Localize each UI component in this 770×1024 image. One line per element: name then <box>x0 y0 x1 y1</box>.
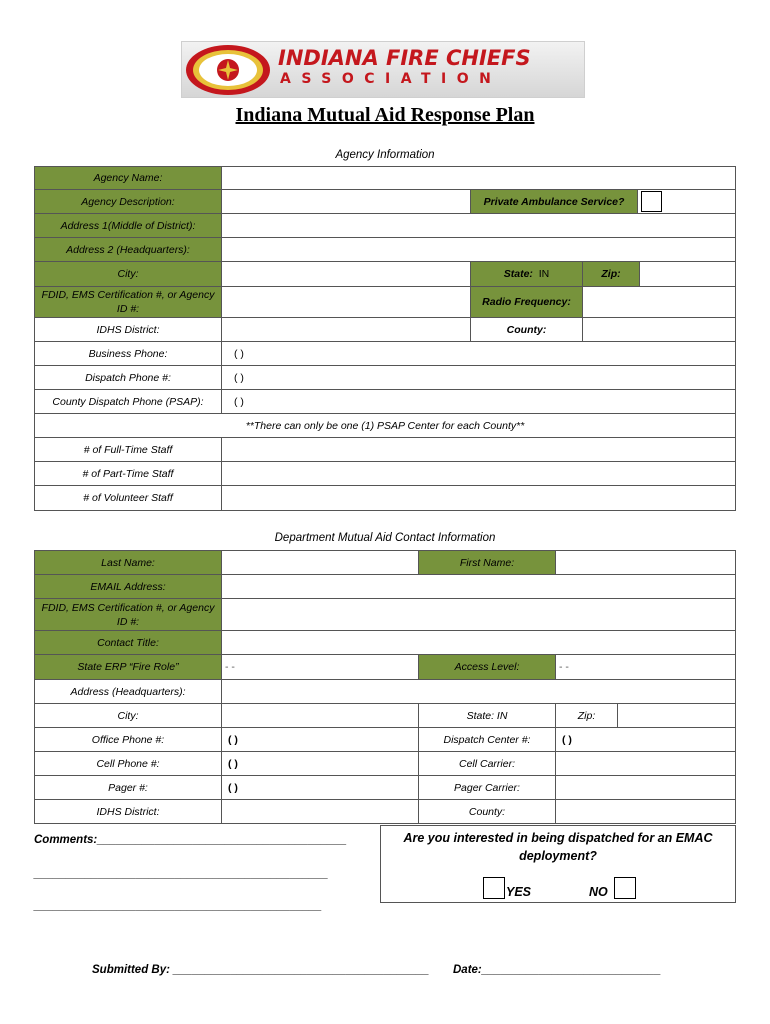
volunteer-staff-field[interactable] <box>221 485 736 511</box>
zip-label: Zip: <box>582 261 640 287</box>
pager-carrier-label: Pager Carrier: <box>418 775 556 800</box>
business-phone-field[interactable]: ( ) <box>221 341 736 366</box>
office-phone-label: Office Phone #: <box>34 727 222 752</box>
contact-fdid-field[interactable] <box>221 598 736 631</box>
dispatch-center-label: Dispatch Center #: <box>418 727 556 752</box>
private-ambulance-label: Private Ambulance Service? <box>470 189 638 214</box>
county-dispatch-phone-label: County Dispatch Phone (PSAP): <box>34 389 222 414</box>
emac-no-label: NO <box>589 885 608 899</box>
contact-county-label: County: <box>418 799 556 824</box>
emac-question: Are you interested in being dispatched for an EMAC deployment? <box>403 831 713 863</box>
county-field[interactable] <box>582 317 736 342</box>
dispatch-phone-label: Dispatch Phone #: <box>34 365 222 390</box>
pager-field[interactable]: ( ) <box>221 775 419 800</box>
state-value: IN <box>538 268 550 280</box>
state-cell <box>470 261 583 287</box>
county-label: County: <box>470 317 583 342</box>
contact-title-label: Contact Title: <box>34 630 222 655</box>
emac-yes-checkbox[interactable] <box>483 877 505 899</box>
pager-label: Pager #: <box>34 775 222 800</box>
contact-city-label: City: <box>34 703 222 728</box>
county-dispatch-phone-field[interactable]: ( ) <box>221 389 736 414</box>
radio-frequency-label: Radio Frequency: <box>470 286 583 318</box>
business-phone-label: Business Phone: <box>34 341 222 366</box>
full-time-staff-label: # of Full-Time Staff <box>34 437 222 462</box>
comments-line-3[interactable]: _____________________________________________ <box>34 900 322 912</box>
address2-label: Address 2 (Headquarters): <box>34 237 222 262</box>
radio-frequency-field[interactable] <box>582 286 736 318</box>
full-time-staff-field[interactable] <box>221 437 736 462</box>
logo-subtitle: ASSOCIATION <box>280 71 502 87</box>
address1-label: Address 1(Middle of District): <box>34 213 222 238</box>
access-level-select[interactable]: - - <box>555 654 736 680</box>
contact-city-field[interactable] <box>221 703 419 728</box>
contact-zip-label: Zip: <box>555 703 618 728</box>
dispatch-phone-field[interactable]: ( ) <box>221 365 736 390</box>
address2-field[interactable] <box>221 237 736 262</box>
cell-carrier-label: Cell Carrier: <box>418 751 556 776</box>
fdid-label: FDID, EMS Certification #, or Agency ID #: <box>34 286 222 318</box>
pager-carrier-field[interactable] <box>555 775 736 800</box>
address-hq-field[interactable] <box>221 679 736 704</box>
fdid-field[interactable] <box>221 286 471 318</box>
contact-county-field[interactable] <box>555 799 736 824</box>
agency-description-field[interactable] <box>221 189 471 214</box>
comments-line[interactable]: Comments:_______________________________________ <box>34 834 347 846</box>
dispatch-center-field[interactable]: ( ) <box>555 727 736 752</box>
idhs-district-label: IDHS District: <box>34 317 222 342</box>
office-phone-field[interactable]: ( ) <box>221 727 419 752</box>
contact-title-field[interactable] <box>221 630 736 655</box>
address-hq-label: Address (Headquarters): <box>34 679 222 704</box>
document-title: Indiana Mutual Aid Response Plan <box>235 104 535 126</box>
cell-carrier-field[interactable] <box>555 751 736 776</box>
part-time-staff-field[interactable] <box>221 461 736 486</box>
agency-name-field[interactable] <box>221 166 736 190</box>
first-name-field[interactable] <box>555 550 736 575</box>
cell-phone-field[interactable]: ( ) <box>221 751 419 776</box>
volunteer-staff-label: # of Volunteer Staff <box>34 485 222 511</box>
state-label: State: <box>503 268 533 280</box>
agency-description-label: Agency Description: <box>34 189 222 214</box>
first-name-label: First Name: <box>418 550 556 575</box>
state-erp-label: State ERP “Fire Role” <box>34 654 222 680</box>
association-seal-icon <box>184 44 272 96</box>
zip-field[interactable] <box>639 261 736 287</box>
contact-idhs-district-label: IDHS District: <box>34 799 222 824</box>
agency-name-label: Agency Name: <box>34 166 222 190</box>
city-label: City: <box>34 261 222 287</box>
idhs-district-field[interactable] <box>221 317 471 342</box>
access-level-label: Access Level: <box>418 654 556 680</box>
submitted-by-line[interactable]: Submitted By: ________________________________________ <box>92 964 429 976</box>
emac-yes-label: YES <box>506 885 532 899</box>
emac-no-checkbox[interactable] <box>614 877 636 899</box>
contact-state-label: State: IN <box>418 703 556 728</box>
email-field[interactable] <box>221 574 736 599</box>
emac-box <box>380 825 736 903</box>
contact-zip-field[interactable] <box>617 703 736 728</box>
city-field[interactable] <box>221 261 471 287</box>
cell-phone-label: Cell Phone #: <box>34 751 222 776</box>
contact-section-title: Department Mutual Aid Contact Information <box>274 532 496 544</box>
last-name-label: Last Name: <box>34 550 222 575</box>
contact-idhs-district-field[interactable] <box>221 799 419 824</box>
psap-note: **There can only be one (1) PSAP Center for each County** <box>34 413 736 438</box>
last-name-field[interactable] <box>221 550 419 575</box>
address1-field[interactable] <box>221 213 736 238</box>
state-erp-select[interactable]: - - <box>221 654 419 680</box>
email-label: EMAIL Address: <box>34 574 222 599</box>
date-line[interactable]: Date:____________________________ <box>453 964 661 976</box>
logo-title: INDIANA FIRE CHIEFS <box>278 46 531 70</box>
part-time-staff-label: # of Part-Time Staff <box>34 461 222 486</box>
comments-line-2[interactable]: ______________________________________________ <box>34 868 329 880</box>
contact-fdid-label: FDID, EMS Certification #, or Agency ID #: <box>34 598 222 631</box>
association-logo <box>181 41 585 98</box>
private-ambulance-checkbox[interactable] <box>641 191 662 212</box>
agency-section-title: Agency Information <box>335 149 435 161</box>
